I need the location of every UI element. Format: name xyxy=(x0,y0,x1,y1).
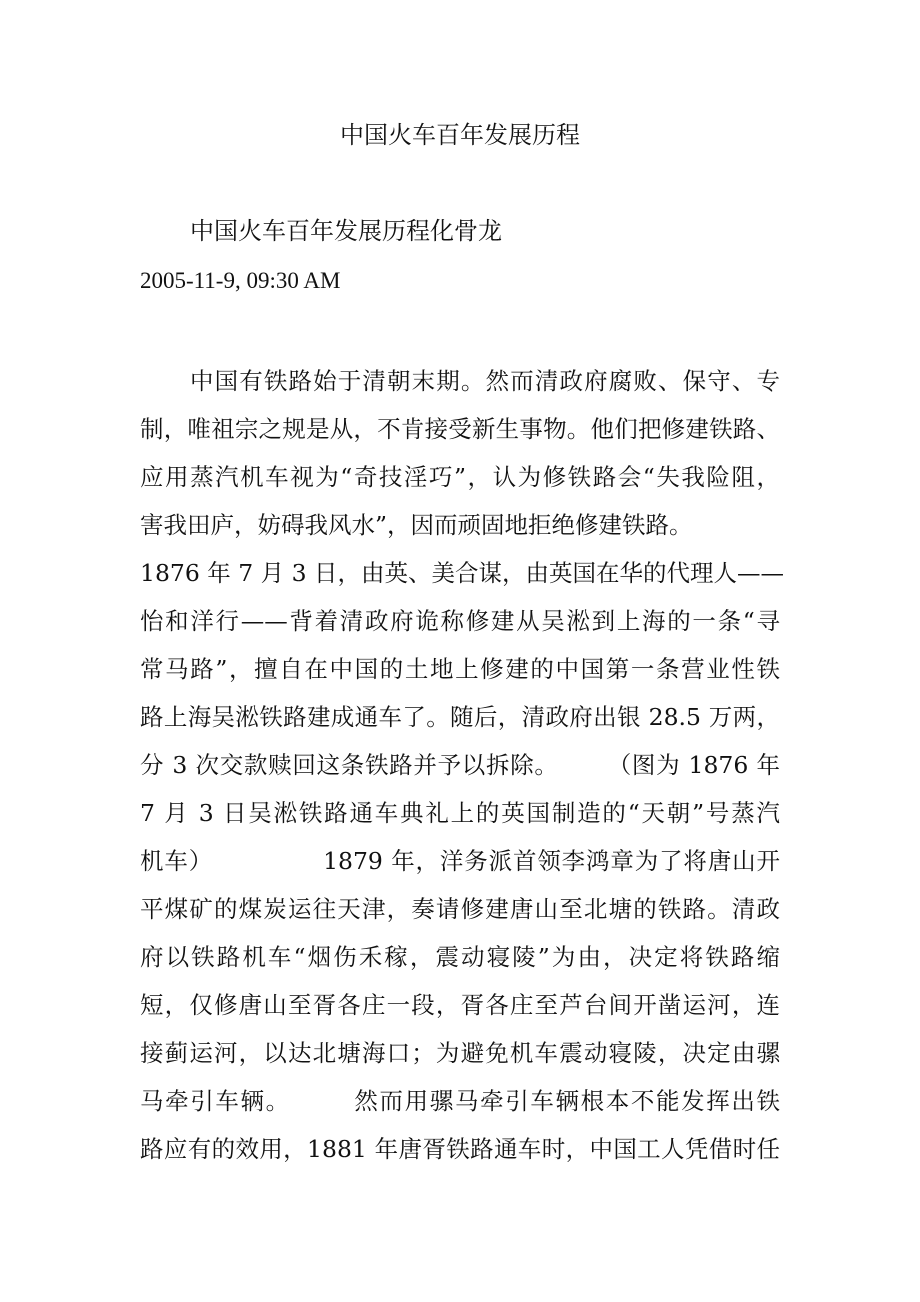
paragraph-line: 短，仅修唐山至胥各庄一段，胥各庄至芦台间开凿运河，连 xyxy=(140,991,780,1019)
paragraph-line: 路上海吴淞铁路建成通车了。随后，清政府出银 28.5 万两， xyxy=(140,703,780,731)
paragraph-line: 常马路”，擅自在中国的土地上修建的中国第一条营业性铁 xyxy=(140,655,780,683)
paragraph-line: 路应有的效用，1881 年唐胥铁路通车时，中国工人凭借时任 xyxy=(140,1135,780,1163)
paragraph-line: 府以铁路机车“烟伤禾稼，震动寝陵”为由，决定将铁路缩 xyxy=(140,943,780,971)
paragraph-line: 应用蒸汽机车视为“奇技淫巧”，认为修铁路会“失我险阻， xyxy=(140,463,780,491)
paragraph-line: 接蓟运河，以达北塘海口；为避免机车震动寝陵，决定由骡 xyxy=(140,1039,780,1067)
paragraph-line: 平煤矿的煤炭运往天津，奏请修建唐山至北塘的铁路。清政 xyxy=(140,895,780,923)
paragraph-line: 1876 年 7 月 3 日，由英、美合谋，由英国在华的代理人—— xyxy=(140,559,785,587)
paragraph-line: 马牵引车辆。 然而用骡马牵引车辆根本不能发挥出铁 xyxy=(140,1087,780,1115)
publish-date: 2005-11-9, 09:30 AM xyxy=(140,268,341,293)
paragraph-line: 7 月 3 日吴淞铁路通车典礼上的英国制造的“天朝”号蒸汽 xyxy=(140,799,780,827)
paragraph-line: 害我田庐，妨碍我风水”，因而顽固地拒绝修建铁路。 xyxy=(140,511,693,539)
paragraph-line: 制，唯祖宗之规是从，不肯接受新生事物。他们把修建铁路、 xyxy=(140,415,780,443)
paragraph-line: 怡和洋行——背着清政府诡称修建从吴淞到上海的一条“寻 xyxy=(140,607,780,635)
document-title: 中国火车百年发展历程 xyxy=(340,121,580,149)
byline: 中国火车百年发展历程化骨龙 xyxy=(190,217,502,245)
paragraph-line: 中国有铁路始于清朝末期。然而清政府腐败、保守、专 xyxy=(190,367,780,395)
paragraph-line: 分 3 次交款赎回这条铁路并予以拆除。 （图为 1876 年 xyxy=(140,751,780,779)
paragraph-line: 机车） 1879 年，洋务派首领李鸿章为了将唐山开 xyxy=(140,847,780,875)
